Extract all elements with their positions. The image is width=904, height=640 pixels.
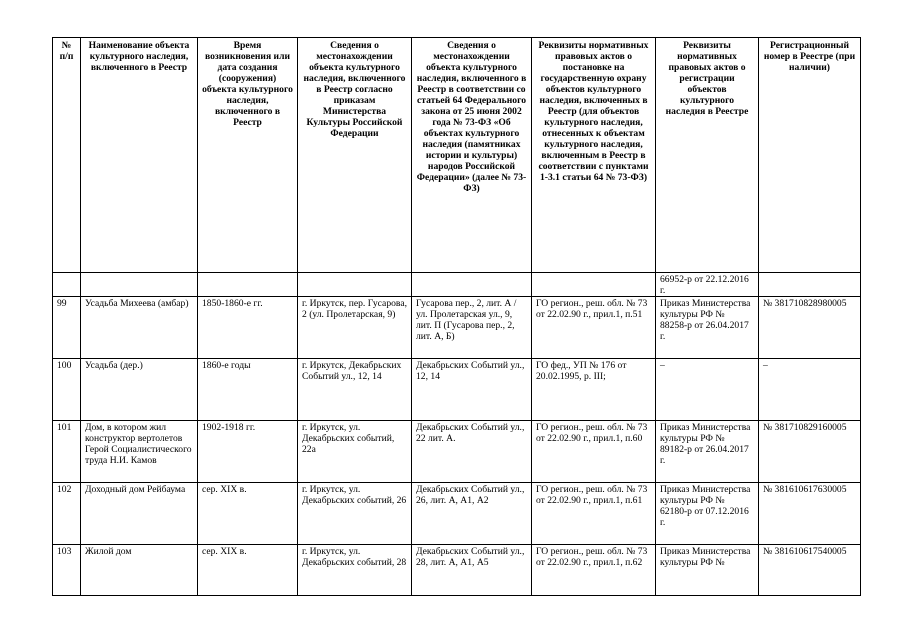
cell-acts-registration: Приказ Министерства культуры РФ № 62180-р от 07.12.2016 г.	[656, 483, 759, 545]
table-row	[53, 421, 861, 483]
cell-location-law: Декабрьских Событий ул., 12, 14	[412, 359, 532, 421]
cell-time: 1850-1860-е гг.	[198, 297, 298, 359]
cell-location-ministry: г. Иркутск, пер. Гусарова, 2 (ул. Пролетарская, 9)	[298, 297, 412, 359]
cell-time: сер. XIX в.	[198, 545, 298, 596]
cell-location-ministry: г. Иркутск, ул. Декабрьских событий, 22а	[298, 421, 412, 483]
cell-reg-number	[759, 273, 861, 297]
cell-reg-number: № 381710828980005	[759, 297, 861, 359]
header-time: Время возникновения или дата создания (сооружения) объекта культурного наследия, включенного в Реестр	[198, 38, 298, 273]
cell-reg-number: –	[759, 359, 861, 421]
cell-acts-registration: Приказ Министерства культуры РФ № 88258-р от 26.04.2017 г.	[656, 297, 759, 359]
cell-acts-protection: ГО регион., реш. обл. № 73 от 22.02.90 г., прил.1, п.60	[532, 421, 656, 483]
cell-reg-number: № 381710829160005	[759, 421, 861, 483]
cell-location-ministry	[298, 273, 412, 297]
cell-acts-registration: –	[656, 359, 759, 421]
cell-time: 1860-е годы	[198, 359, 298, 421]
cell-name: Усадьба (дер.)	[81, 359, 198, 421]
header-acts-protection: Реквизиты нормативных правовых актов о постановке на государственную охрану объектов культурного наследия, включенных в Реестр (для объектов культурного наследия, отнесенных к объектам культурного наследия, включенным в Реестр в соответствии с пунктами 1-3.1 статьи 64 № 73-ФЗ)	[532, 38, 656, 273]
table-row	[53, 545, 861, 596]
cell-location-law	[412, 273, 532, 297]
table-row	[53, 483, 861, 545]
cell-location-law: Гусарова пер., 2, лит. А /ул. Пролетарская ул., 9, лит. П (Гусарова пер., 2, лит. А, Б)	[412, 297, 532, 359]
cell-name: Усадьба Михеева (амбар)	[81, 297, 198, 359]
cell-num	[53, 273, 81, 297]
cell-acts-protection: ГО фед., УП № 176 от 20.02.1995, р. III;	[532, 359, 656, 421]
cell-num: 102	[53, 483, 81, 545]
cell-location-ministry: г. Иркутск, Декабрьских Событий ул., 12, 14	[298, 359, 412, 421]
cell-acts-registration: Приказ Министерства культуры РФ №	[656, 545, 759, 596]
cell-location-law: Декабрьских Событий ул., 28, лит. А, А1, А5	[412, 545, 532, 596]
table-row	[53, 297, 861, 359]
cell-acts-protection	[532, 273, 656, 297]
header-num: № п/п	[53, 38, 81, 273]
cell-location-ministry: г. Иркутск, ул. Декабрьских событий, 28	[298, 545, 412, 596]
cell-name	[81, 273, 198, 297]
cell-acts-protection: ГО регион., реш. обл. № 73 от 22.02.90 г., прил.1, п.51	[532, 297, 656, 359]
cell-num: 101	[53, 421, 81, 483]
cell-acts-registration: Приказ Министерства культуры РФ № 89182-р от 26.04.2017 г.	[656, 421, 759, 483]
cell-time: 1902-1918 гг.	[198, 421, 298, 483]
cell-location-ministry: г. Иркутск, ул. Декабрьских событий, 26	[298, 483, 412, 545]
document-page	[52, 37, 860, 596]
cell-time	[198, 273, 298, 297]
header-location-ministry: Сведения о местонахождении объекта культурного наследия, включенного в Реестр согласно приказам Министерства Культуры Российской Федерации	[298, 38, 412, 273]
header-name: Наименование объекта культурного наследия, включенного в Реестр	[81, 38, 198, 273]
header-reg-number: Регистрационный номер в Реестре (при наличии)	[759, 38, 861, 273]
cell-num: 100	[53, 359, 81, 421]
table-row	[53, 359, 861, 421]
table-header-row	[53, 38, 861, 273]
cell-reg-number: № 381610617540005	[759, 545, 861, 596]
header-acts-registration: Реквизиты нормативных правовых актов о регистрации объектов культурного наследия в Реестре	[656, 38, 759, 273]
cell-location-law: Декабрьских Событий ул., 26, лит. А, А1, А2	[412, 483, 532, 545]
cell-acts-registration: 66952-р от 22.12.2016 г.	[656, 273, 759, 297]
table-row-continuation	[53, 273, 861, 297]
cell-acts-protection: ГО регион., реш. обл. № 73 от 22.02.90 г., прил.1, п.62	[532, 545, 656, 596]
cell-reg-number: № 381610617630005	[759, 483, 861, 545]
header-location-law: Сведения о местонахождении объекта культурного наследия, включенного в Реестр в соответствии со статьей 64 Федерального закона от 25 июня 2002 года № 73-ФЗ «Об объектах культурного наследия (памятниках истории и культуры) народов Российской Федерации» (далее № 73-ФЗ)	[412, 38, 532, 273]
cell-num: 103	[53, 545, 81, 596]
cell-name: Доходный дом Рейбаума	[81, 483, 198, 545]
cell-num: 99	[53, 297, 81, 359]
cell-time: сер. XIX в.	[198, 483, 298, 545]
heritage-registry-table	[52, 37, 861, 596]
cell-name: Дом, в котором жил конструктор вертолетов Герой Социалистического труда Н.И. Камов	[81, 421, 198, 483]
cell-location-law: Декабрьских Событий ул., 22 лит. А.	[412, 421, 532, 483]
cell-name: Жилой дом	[81, 545, 198, 596]
cell-acts-protection: ГО регион., реш. обл. № 73 от 22.02.90 г., прил.1, п.61	[532, 483, 656, 545]
